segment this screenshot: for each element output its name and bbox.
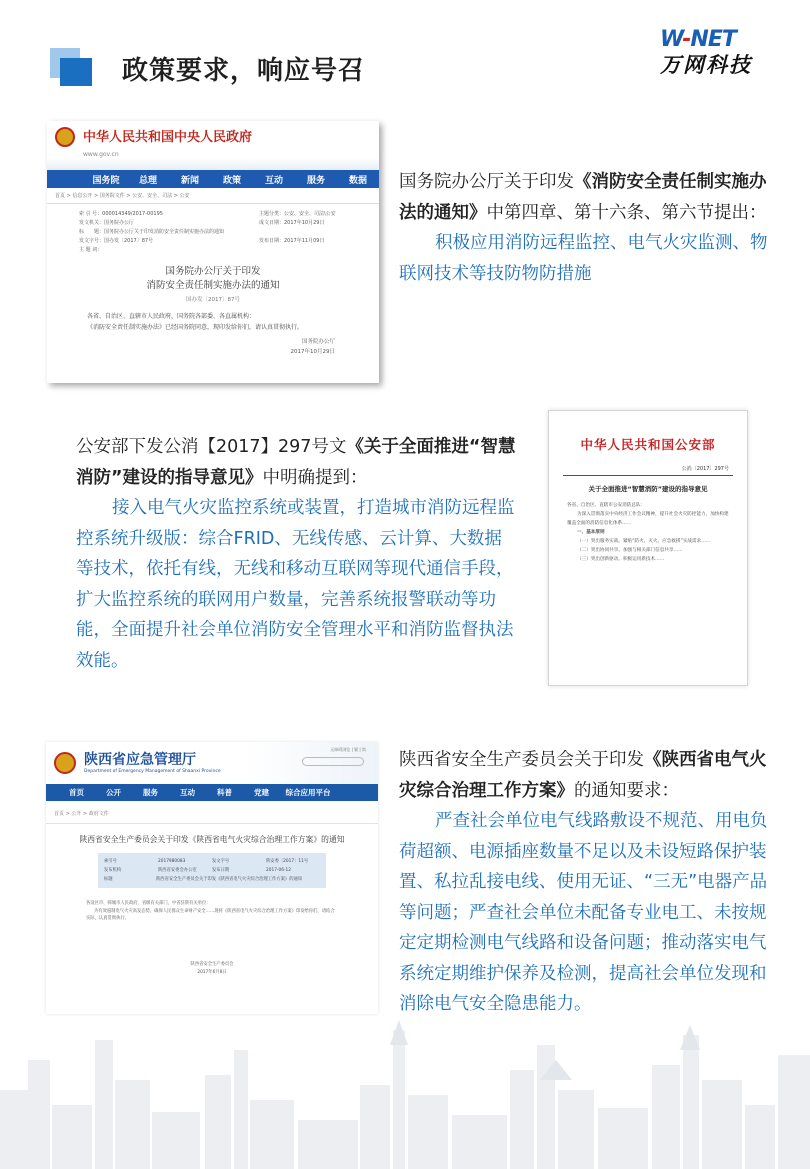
policy-lead: 国务院办公厅关于印发 [399, 172, 574, 192]
page-title: 政策要求，响应号召 [122, 56, 366, 86]
ministry-doc-body [549, 493, 747, 564]
meta-cell: 陕西省安委会办公室 [158, 868, 197, 873]
policy-text-ministry [76, 432, 516, 676]
gov-nav-item: 数据 [348, 175, 367, 186]
shaanxi-nav-item: 首页 [69, 788, 84, 797]
gov-nav-item: 服务 [306, 175, 325, 186]
shaanxi-sign-date: 2017年6月8日 [197, 969, 227, 975]
meta-row: 发布日期：2017年11月09日 [259, 238, 325, 244]
national-emblem-icon [54, 752, 76, 774]
meta-cell: 陕安委〔2017〕11号 [266, 859, 309, 864]
shaanxi-nav-item: 党建 [254, 788, 269, 797]
gov-doc-title [47, 265, 379, 293]
shaanxi-nav-item: 公开 [106, 788, 121, 797]
shaanxi-doc-title: 陕西省安全生产委员会关于印发《陕西省电气火灾综合治理工作方案》的通知 [79, 835, 345, 844]
meta-cell: 标题 [104, 877, 113, 882]
gov-nav-bar [47, 170, 379, 188]
gov-nav-item: 国务院 [92, 175, 120, 186]
meta-row [104, 866, 320, 875]
meta-row: 主题分类：公安、安全、司法\公安 [259, 211, 336, 217]
policy-text-shaanxi [399, 745, 771, 1020]
gov-doc-title-line: 国务院办公厅关于印发 [165, 266, 261, 277]
meta-row [104, 875, 320, 884]
policy-text-state-council [399, 167, 771, 289]
national-emblem-icon [55, 127, 75, 147]
policy-requirement: 严查社会单位电气线路敷设不规范、用电负荷超额、电源插座数量不足以及未设短路保护装置、私拉乱接电线、使用无证、“三无”电器产品等问题；严查社会单位未配备专业电工、未按规定定期检测电气线路和设备问题；推动落实电气系统定期维护保养及检测，提高社会单位发现和消除电气安全隐患能力。 [399, 811, 768, 1014]
policy-requirement: 接入电气火灾监控系统或装置，打造城市消防远程监控系统升级版：综合FRID、无线传感、云计算、大数据等技术，依托有线，无线和移动互联网等现代通信手段，扩大监控系统的联网用户数量，完善系统报警联动等功能，全面提升社会单位消防安全管理水平和消防监督执法效能。 [76, 498, 515, 671]
meta-row [259, 228, 349, 237]
logo-name: 万网科技 [660, 53, 752, 77]
ministry-body-line: 为深入贯彻落实中央经济工作会议精神，提升社会火灾防控能力，加快构建覆盖全面的消防信息化体系…… [567, 512, 729, 526]
meta-row: 发文字号：国办发〔2017〕87号 [79, 238, 154, 244]
gov-doc-body [47, 303, 379, 333]
gov-site-title: 中华人民共和国中央人民政府 [83, 129, 253, 145]
shaanxi-top-links: 无障碍浏览 | 繁 | 简 [330, 747, 366, 752]
ministry-document-scan [548, 410, 748, 686]
shaanxi-nav-item: 综合应用平台 [285, 788, 331, 797]
meta-cell: 发布机构 [104, 868, 122, 873]
ministry-doc-title: 关于全面推进“智慧消防”建设的指导意见 [588, 485, 708, 493]
shaanxi-doc-body [46, 888, 378, 923]
meta-row: 索 引 号：000014349/2017-00195 [79, 211, 163, 217]
search-input [302, 757, 364, 766]
shaanxi-nav-item: 互动 [180, 788, 195, 797]
red-divider [563, 475, 733, 476]
gov-sign-date: 2017年10月29日 [290, 349, 335, 355]
shaanxi-meta-table [98, 853, 326, 888]
gov-nav-item: 新闻 [180, 175, 199, 186]
state-council-document-screenshot [47, 121, 379, 383]
shaanxi-nav-item: 服务 [143, 788, 158, 797]
ministry-body-line: （一）突出服务实战。紧贴“防火、灭火、应急救援”实战需求…… [577, 539, 711, 544]
gov-doc-title-line: 消防安全责任制实施办法的通知 [146, 280, 280, 291]
meta-row: 发文机关：国务院办公厅 [79, 220, 135, 226]
shaanxi-body-line: 各设区市、韩城市人民政府，省级有关部门，中省驻陕有关单位： [86, 901, 211, 906]
meta-row: 标 题：国务院办公厅关于印发消防安全责任制实施办法的通知 [79, 229, 225, 235]
policy-lead: 陕西省安全生产委员会关于印发 [399, 750, 644, 770]
shaanxi-nav-item: 科普 [217, 788, 232, 797]
meta-row [104, 857, 320, 866]
company-logo [660, 28, 772, 80]
gov-doc-number: 国办发〔2017〕87号 [186, 297, 240, 303]
ministry-body-line: 各省、自治区、直辖市公安消防总队： [567, 503, 646, 508]
shaanxi-nav-bar [46, 784, 378, 801]
shaanxi-breadcrumb: 首页 > 公开 > 政府文件 [46, 801, 378, 824]
logo-net: NET [690, 27, 736, 52]
gov-body-line: 各省、自治区、直辖市人民政府，国务院各部委、各直属机构： [87, 313, 256, 320]
ministry-doc-number: 公消〔2017〕297号 [681, 466, 729, 472]
shaanxi-sign-org: 陕西省安全生产委员会 [190, 961, 234, 967]
logo-dash: - [682, 27, 691, 52]
meta-cell: 2017-06-12 [266, 868, 291, 873]
shaanxi-site-title: 陕西省应急管理厅 [84, 751, 196, 768]
gov-breadcrumb: 首页 > 信息公开 > 国务院文件 > 公安、安全、司法 > 公安 [47, 188, 379, 204]
shaanxi-body-line: 为有效遏制电气火灾高发态势，确保人民群众生命财产安全……现将《陕西省电气火灾综合治理工作方案》印发给你们，请结合实际，认真贯彻执行。 [86, 908, 335, 921]
meta-cell: 索引号 [104, 859, 117, 864]
gov-sign-org: 国务院办公厅 [301, 339, 335, 345]
gov-site-url: www.gov.cn [83, 151, 119, 158]
city-skyline-background [0, 1020, 810, 1169]
shaanxi-document-screenshot [46, 742, 378, 1014]
policy-doc-name: 《消防安全责任制实施办法的通知》 [399, 172, 767, 223]
gov-site-header [47, 121, 379, 153]
ministry-body-line: （二）突出协同共享。加强与相关部门信息共享…… [577, 548, 683, 553]
logo-mark: W [660, 27, 683, 52]
gov-nav-item: 政策 [222, 175, 241, 186]
ministry-body-line: （三）突出创新驱动。积极运用新技术…… [577, 557, 665, 562]
policy-lead: 公安部下发公消【2017】297号文 [76, 437, 347, 457]
policy-context: 的通知要求： [574, 780, 679, 801]
meta-cell: 2017980083 [158, 859, 186, 864]
gov-nav-item: 互动 [264, 175, 283, 186]
shaanxi-signature [46, 961, 378, 977]
policy-doc-name: 《陕西省电气火灾综合治理工作方案》 [399, 750, 767, 801]
meta-cell: 陕西省安全生产委员会关于印发《陕西省电气火灾综合治理工作方案》的通知 [156, 877, 303, 882]
policy-context: 中第四章、第十六条、第六节提出： [486, 202, 767, 223]
gov-body-line: 《消防安全责任制实施办法》已经国务院同意，现印发给你们，请认真贯彻执行。 [87, 324, 304, 331]
ministry-doc-header: 中华人民共和国公安部 [580, 437, 716, 452]
policy-doc-name: 《关于全面推进“智慧消防”建设的指导意见》 [76, 437, 516, 488]
meta-cell: 发布日期 [212, 868, 230, 873]
gov-nav-item: 总理 [138, 175, 157, 186]
shaanxi-site-en: Department of Emergency Management of Shaanxi Province [84, 768, 221, 774]
ministry-body-line: 一、基本原则 [577, 530, 605, 535]
gov-meta-table [47, 204, 379, 255]
meta-row: 成文日期：2017年10月29日 [259, 220, 325, 226]
gov-signature [47, 337, 379, 357]
gov-banner [47, 158, 379, 170]
section-marker-icon [50, 48, 94, 86]
meta-cell: 发文字号 [212, 859, 230, 864]
meta-row: 主 题 词： [79, 247, 103, 253]
policy-requirement: 积极应用消防远程监控、电气火灾监测、物联网技术等技防物防措施 [399, 233, 768, 284]
policy-context: 中明确提到： [262, 467, 368, 488]
